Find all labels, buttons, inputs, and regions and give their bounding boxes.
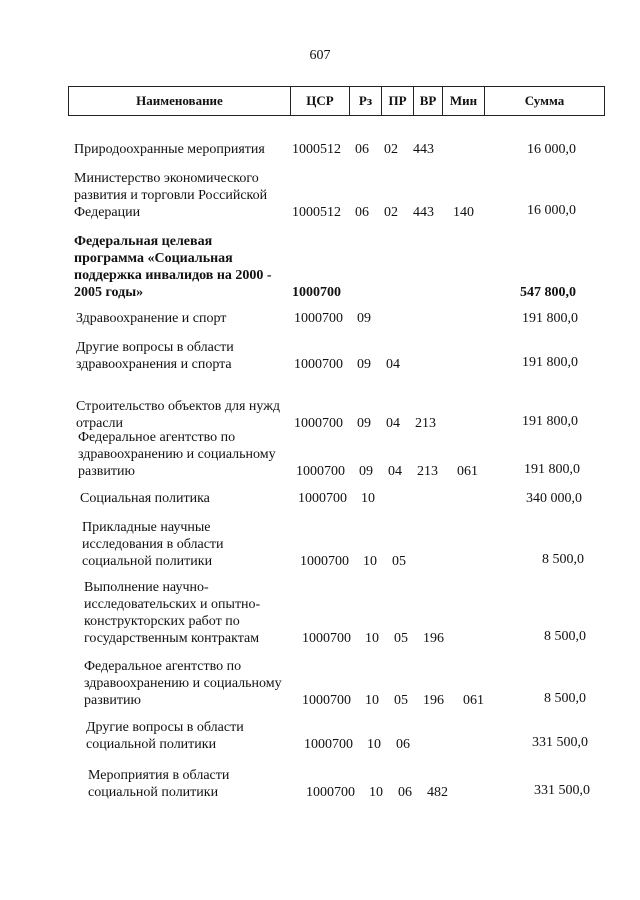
row-name: [78, 429, 276, 480]
header-csr: ЦСР: [291, 87, 350, 115]
row-name-line: Строительство объектов для нужд: [76, 399, 281, 414]
row-pr: 05: [392, 554, 406, 569]
row-name-line: здравоохранению и социальному: [78, 447, 276, 462]
row-name: [84, 658, 282, 709]
header-rz: Рз: [350, 87, 382, 115]
row-min: 140: [453, 205, 474, 220]
row-name-line: Выполнение научно-: [84, 580, 209, 595]
row-name-line: развития и торговли Российской: [74, 188, 268, 203]
row-name-line: развитию: [78, 464, 135, 479]
row-name: [84, 579, 260, 647]
row-name: [82, 519, 224, 570]
row-name-line: Федерации: [74, 205, 141, 220]
row-name-line: развитию: [84, 693, 141, 708]
row-csr: 1000700: [296, 464, 345, 479]
row-csr: 1000700: [294, 357, 343, 372]
row-name-line: программа «Социальная: [74, 251, 233, 266]
row-name: [76, 310, 226, 327]
row-rz: 09: [357, 416, 371, 431]
row-name-line: здравоохранения и спорта: [76, 357, 232, 372]
row-name-line: Социальная политика: [80, 491, 210, 506]
page-number: 607: [309, 48, 331, 63]
row-sum: 191 800,0: [522, 355, 578, 370]
row-sum: 331 500,0: [534, 783, 590, 798]
row-name: [74, 170, 267, 221]
row-rz: 10: [369, 785, 383, 800]
row-sum: 547 800,0: [520, 285, 576, 300]
header-min: Мин: [443, 87, 485, 115]
row-vr: 196: [423, 693, 444, 708]
row-pr: 06: [396, 737, 410, 752]
row-csr: 1000700: [298, 491, 347, 506]
row-sum: 331 500,0: [532, 735, 588, 750]
row-sum: 340 000,0: [526, 491, 582, 506]
row-name: [76, 398, 280, 432]
row-csr: 1000700: [292, 285, 341, 300]
row-rz: 09: [357, 311, 371, 326]
row-name: [74, 141, 265, 158]
row-rz: 10: [367, 737, 381, 752]
row-sum: 191 800,0: [522, 311, 578, 326]
row-rz: 10: [365, 631, 379, 646]
row-vr: 443: [413, 205, 434, 220]
row-name-line: исследования в области: [82, 537, 224, 552]
row-name-line: Федеральное агентство по: [84, 659, 242, 674]
row-name: [88, 767, 229, 801]
row-rz: 09: [357, 357, 371, 372]
row-rz: 06: [355, 205, 369, 220]
row-min: 061: [457, 464, 478, 479]
row-csr: 1000512: [292, 142, 341, 157]
row-name-line: Федеральная целевая: [74, 234, 213, 249]
row-name-line: Министерство экономического: [74, 171, 259, 186]
row-pr: 04: [386, 416, 400, 431]
row-csr: 1000700: [302, 631, 351, 646]
row-name: [86, 719, 244, 753]
header-pr: ПР: [382, 87, 414, 115]
row-sum: 8 500,0: [542, 552, 584, 567]
row-rz: 10: [361, 491, 375, 506]
row-name-line: Другие вопросы в области: [76, 340, 234, 355]
row-csr: 1000700: [302, 693, 351, 708]
row-name-line: социальной политики: [86, 737, 217, 752]
row-rz: 10: [363, 554, 377, 569]
row-name-line: поддержка инвалидов на 2000 -: [74, 268, 272, 283]
row-vr: 482: [427, 785, 448, 800]
row-name-line: государственным контрактам: [84, 631, 260, 646]
row-name-line: исследовательских и опытно-: [84, 597, 261, 612]
row-pr: 05: [394, 631, 408, 646]
row-name-line: социальной политики: [88, 785, 219, 800]
row-min: 061: [463, 693, 484, 708]
row-sum: 16 000,0: [527, 203, 576, 218]
row-pr: 02: [384, 205, 398, 220]
header-name: Наименование: [69, 87, 291, 115]
row-name: [74, 233, 272, 301]
row-csr: 1000700: [304, 737, 353, 752]
row-sum: 8 500,0: [544, 691, 586, 706]
row-csr: 1000512: [292, 205, 341, 220]
row-sum: 16 000,0: [527, 142, 576, 157]
row-name: [76, 339, 234, 373]
row-csr: 1000700: [294, 311, 343, 326]
row-vr: 213: [415, 416, 436, 431]
row-sum: 191 800,0: [522, 414, 578, 429]
row-name-line: отрасли: [76, 416, 124, 431]
row-name-line: 2005 годы»: [74, 285, 144, 300]
row-pr: 04: [388, 464, 402, 479]
row-vr: 196: [423, 631, 444, 646]
row-vr: 443: [413, 142, 434, 157]
row-name-line: Прикладные научные: [82, 520, 211, 535]
row-name-line: конструкторских работ по: [84, 614, 240, 629]
row-sum: 191 800,0: [524, 462, 580, 477]
row-csr: 1000700: [300, 554, 349, 569]
row-vr: 213: [417, 464, 438, 479]
row-name-line: Мероприятия в области: [88, 768, 230, 783]
row-name-line: Другие вопросы в области: [86, 720, 244, 735]
header-vr: ВР: [414, 87, 443, 115]
row-name-line: социальной политики: [82, 554, 213, 569]
row-pr: 04: [386, 357, 400, 372]
header-sum: Сумма: [524, 93, 565, 108]
row-name-line: Федеральное агентство по: [78, 430, 236, 445]
row-name-line: Здравоохранение и спорт: [76, 311, 227, 326]
row-name-line: Природоохранные мероприятия: [74, 142, 265, 157]
row-pr: 02: [384, 142, 398, 157]
row-name-line: здравоохранению и социальному: [84, 676, 282, 691]
row-rz: 06: [355, 142, 369, 157]
row-rz: 09: [359, 464, 373, 479]
row-rz: 10: [365, 693, 379, 708]
table-header: [68, 86, 605, 116]
row-pr: 05: [394, 693, 408, 708]
row-pr: 06: [398, 785, 412, 800]
row-csr: 1000700: [306, 785, 355, 800]
row-csr: 1000700: [294, 416, 343, 431]
row-name: [80, 490, 210, 507]
row-sum: 8 500,0: [544, 629, 586, 644]
